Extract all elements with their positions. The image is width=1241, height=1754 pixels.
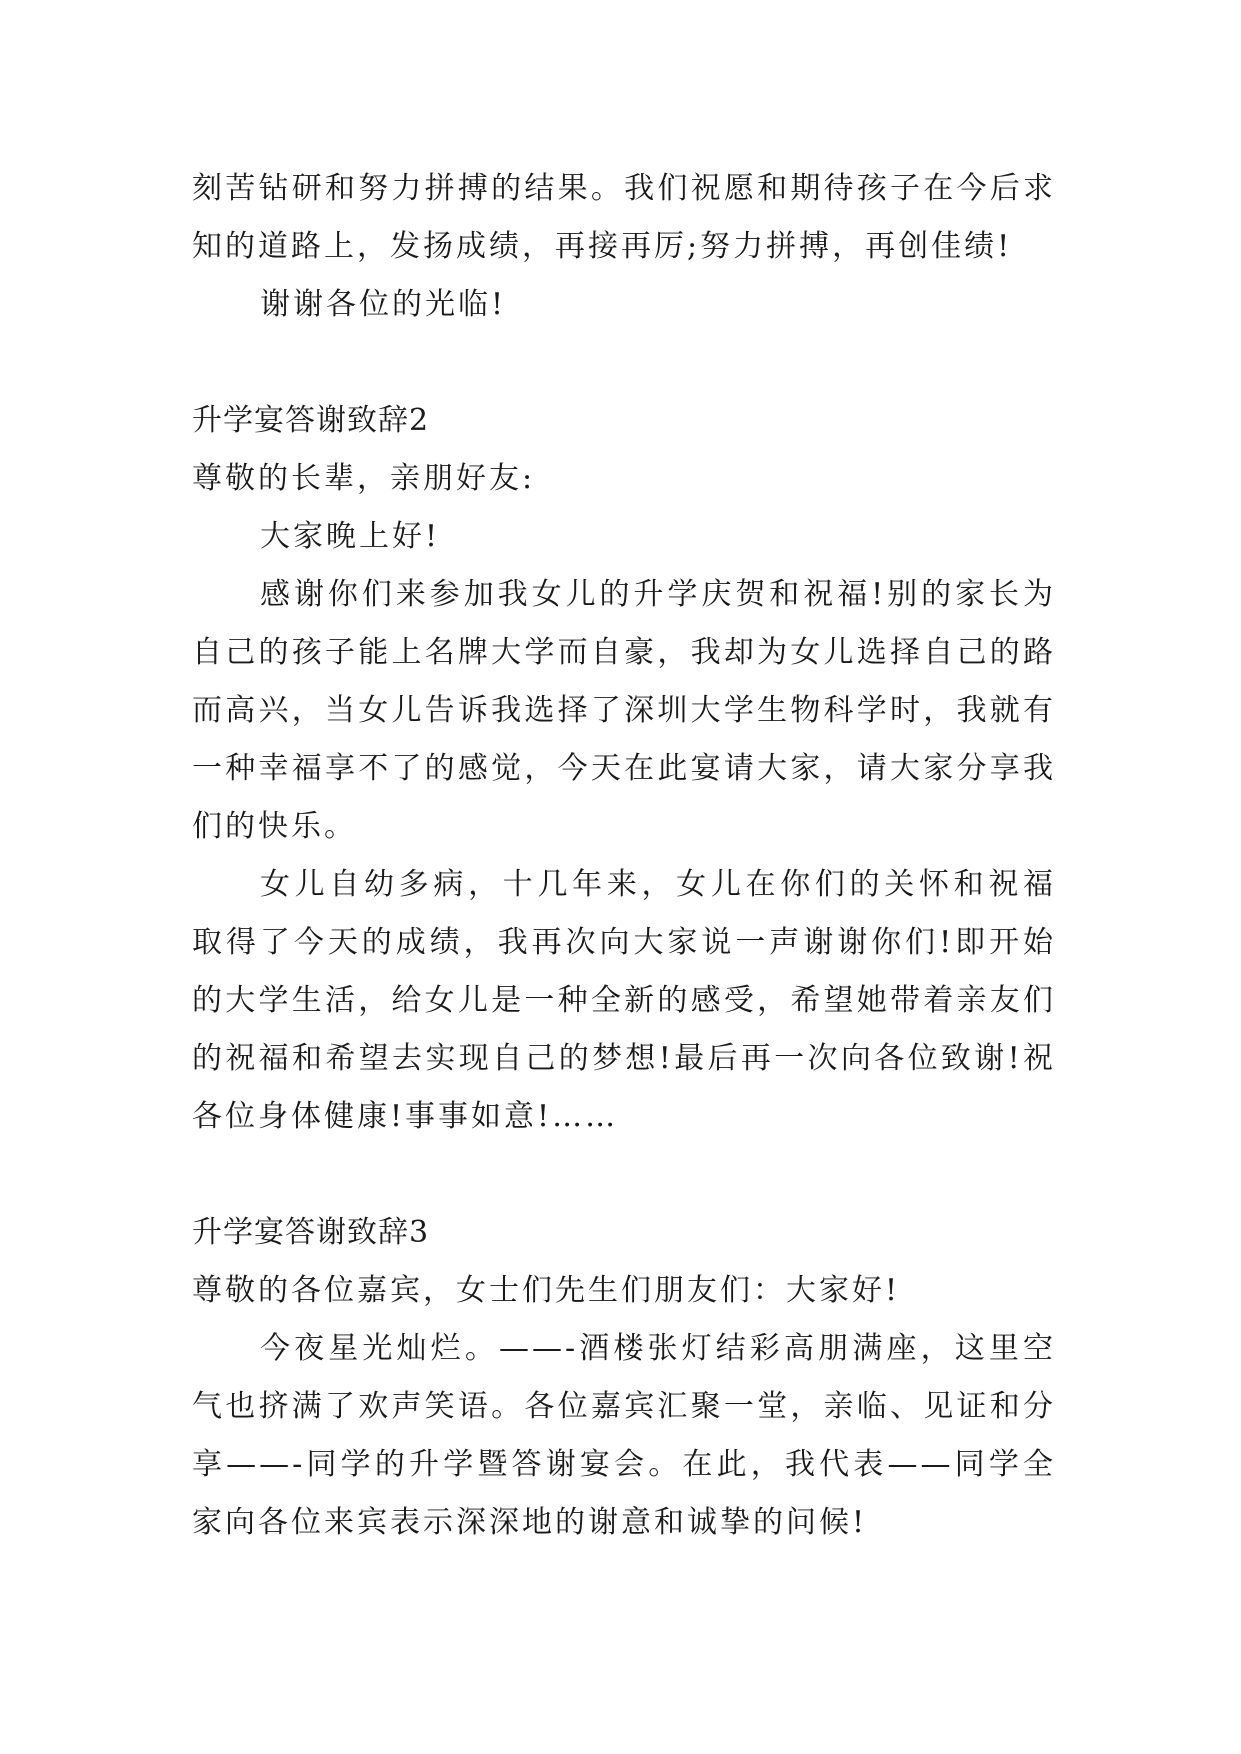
paragraph-line: 的大学生活，给女儿是一种全新的感受，希望她带着亲友们 [192,983,1056,1018]
section-title: 升学宴答谢致辞3 [192,1215,430,1250]
paragraph-line: 家向各位来宾表示深深地的谢意和诚挚的问候! [192,1505,868,1540]
section-title: 升学宴答谢致辞2 [192,403,430,438]
paragraph-line: 自己的孩子能上名牌大学而自豪，我却为女儿选择自己的路 [192,635,1056,670]
document-page [192,160,1056,1552]
closing-line: 谢谢各位的光临! [260,287,507,322]
paragraph-line: 今夜星光灿烂。——-酒楼张灯结彩高朋满座，这里空 [260,1331,1056,1366]
paragraph-line: 一种幸福享不了的感觉，今天在此宴请大家，请大家分享我 [192,751,1056,786]
greeting: 大家晚上好! [260,519,441,554]
paragraph-line: 享——-同学的升学暨答谢宴会。在此，我代表——同学全 [192,1447,1056,1482]
paragraph-line: 各位身体健康!事事如意!…… [192,1099,619,1134]
paragraph-line: 气也挤满了欢声笑语。各位嘉宾汇聚一堂，亲临、见证和分 [192,1389,1056,1424]
paragraph-line: 的祝福和希望去实现自己的梦想!最后再一次向各位致谢!祝 [192,1041,1056,1076]
paragraph-line: 感谢你们来参加我女儿的升学庆贺和祝福!别的家长为 [260,577,1056,612]
paragraph-line: 女儿自幼多病，十几年来，女儿在你们的关怀和祝福 [260,867,1056,902]
salutation: 尊敬的长辈，亲朋好友: [192,461,536,496]
paragraph-line: 而高兴，当女儿告诉我选择了深圳大学生物科学时，我就有 [192,693,1056,728]
paragraph-line: 知的道路上，发扬成绩，再接再厉;努力拼搏，再创佳绩! [192,229,1013,264]
salutation: 尊敬的各位嘉宾，女士们先生们朋友们：大家好! [192,1273,901,1308]
paragraph-line: 刻苦钻研和努力拼搏的结果。我们祝愿和期待孩子在今后求 [192,171,1056,206]
paragraph-line: 取得了今天的成绩，我再次向大家说一声谢谢你们!即开始 [192,925,1056,960]
paragraph-line: 们的快乐。 [192,809,357,844]
